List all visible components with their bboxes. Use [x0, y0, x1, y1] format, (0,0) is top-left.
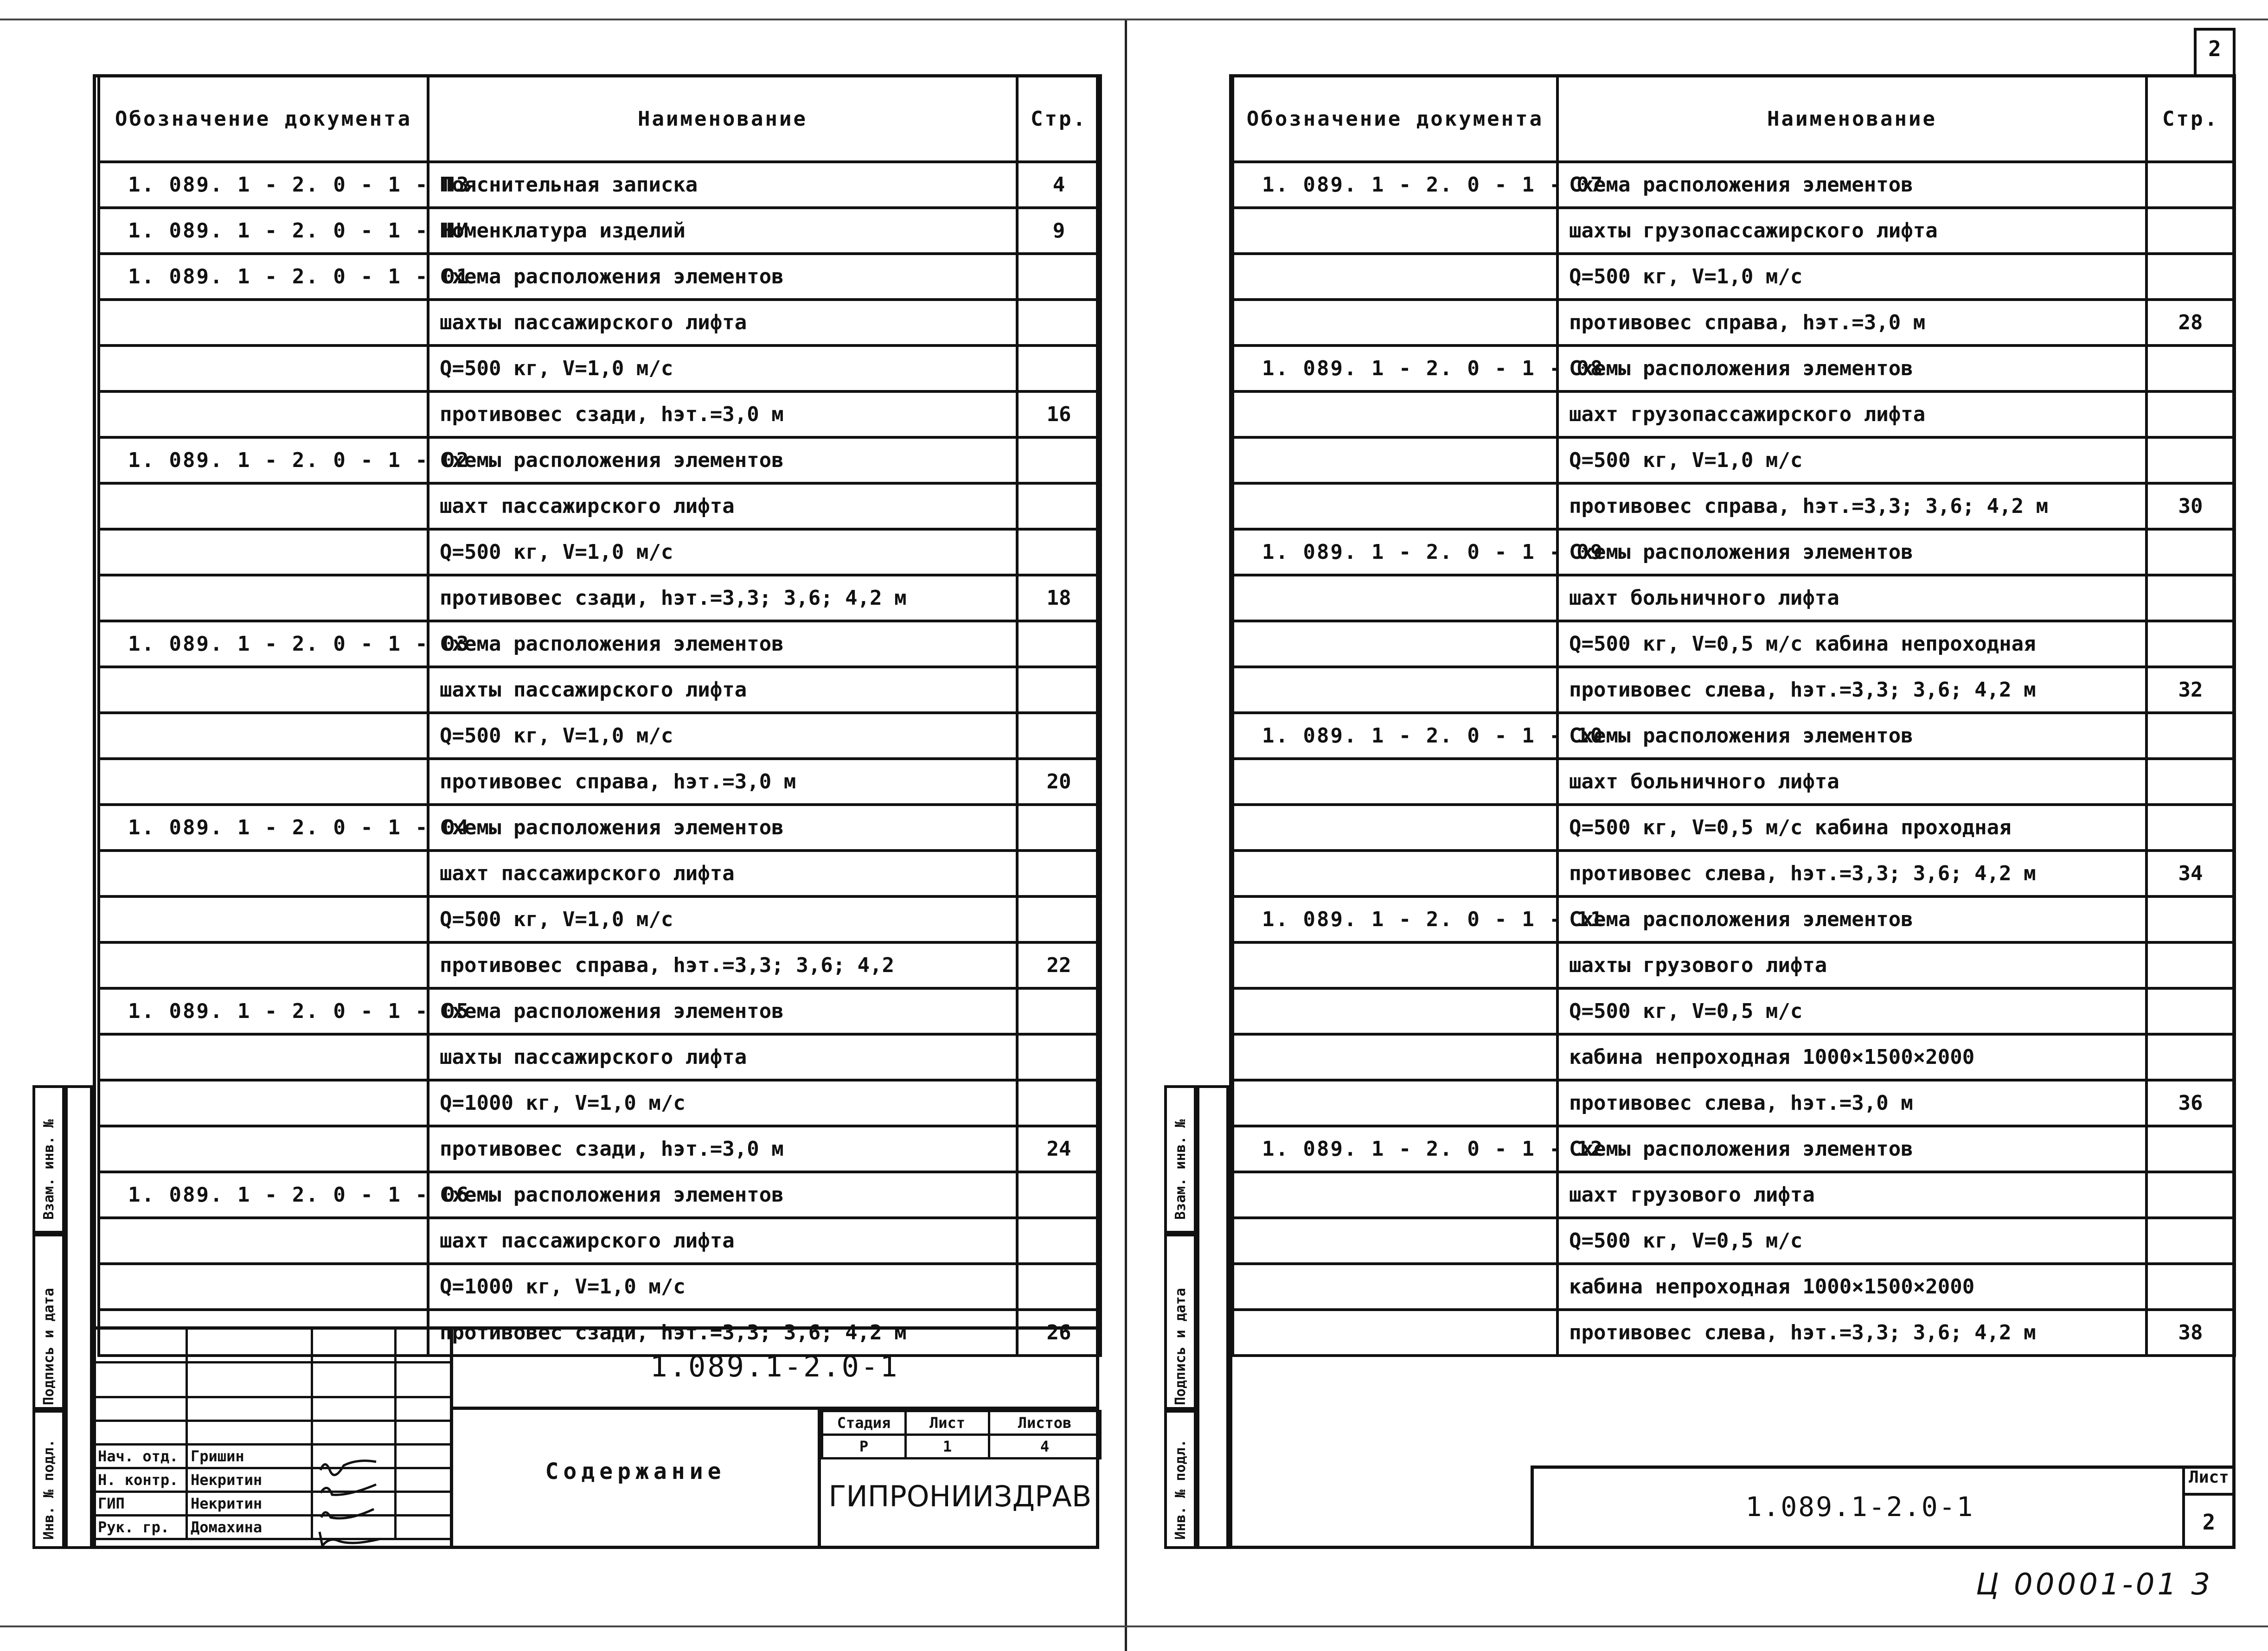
original-inventory-label: Инв. № подл.: [41, 1439, 57, 1540]
document-code-cell: [99, 529, 428, 575]
signature-date-label: Подпись и дата: [1172, 1288, 1189, 1405]
document-code-cell: 1. 089. 1 - 2. 0 - 1 - 12: [1233, 1126, 1557, 1172]
page-number-cell: [1017, 483, 1101, 529]
sheets-value: 4: [989, 1435, 1101, 1459]
document-code-cell: [1233, 1172, 1557, 1218]
document-name-cell: Номенклатура изделий: [428, 208, 1017, 254]
document-code-cell: [1233, 391, 1557, 437]
table-row: [1233, 162, 2235, 208]
left-contents-table: [97, 74, 1102, 1357]
page-number-cell: [1017, 667, 1101, 713]
document-code-cell: 1. 089. 1 - 2. 0 - 1 - НИ: [99, 208, 428, 254]
page-number-cell: [1017, 1034, 1101, 1080]
document-code-cell: [1233, 300, 1557, 346]
page-number-cell: [1017, 346, 1101, 391]
document-name-cell: Схемы расположения элементов: [1557, 713, 2146, 759]
table-row: [1233, 1126, 2235, 1172]
document-name-cell: Схемы расположения элементов: [1557, 1126, 2146, 1172]
page-number-cell: [1017, 437, 1101, 483]
document-code-cell: [99, 759, 428, 805]
table-row: [99, 896, 1101, 942]
right-doc-code: 1.089.1-2.0-1: [1745, 1491, 1974, 1523]
document-name-cell: противовес сзади, hэт.=3,3; 3,6; 4,2 м: [428, 575, 1017, 621]
stage-label: Стадия: [822, 1411, 906, 1435]
page-number-cell: [1017, 1172, 1101, 1218]
table-row: [1233, 437, 2235, 483]
document-code-cell: 1. 089. 1 - 2. 0 - 1 - 02: [99, 437, 428, 483]
document-name-cell: кабина непроходная 1000×1500×2000: [1557, 1034, 2146, 1080]
document-code-cell: 1. 089. 1 - 2. 0 - 1 - 04: [99, 805, 428, 851]
bottom-edge-line: [0, 1625, 2268, 1627]
document-code-cell: [1233, 667, 1557, 713]
document-name-cell: шахты грузопассажирского лифта: [1557, 208, 2146, 254]
stamp-title: Содержание: [545, 1459, 726, 1485]
document-name-cell: противовес слева, hэт.=3,3; 3,6; 4,2 м: [1557, 851, 2146, 896]
page-number-cell: [2146, 254, 2235, 300]
page-number-cell: 30: [2146, 483, 2235, 529]
document-name-cell: Q=500 кг, V=0,5 м/с кабина непроходная: [1557, 621, 2146, 667]
signature-mark: [316, 1504, 390, 1525]
signature-mark: [316, 1456, 390, 1478]
page-number-cell: [1017, 529, 1101, 575]
designation-header: Обозначение документа: [1233, 76, 1557, 162]
document-name-cell: шахты пассажирского лифта: [428, 300, 1017, 346]
stage-sheet-table: [821, 1410, 1102, 1459]
document-name-cell: шахт грузопассажирского лифта: [1557, 391, 2146, 437]
page-number-cell: [1017, 1218, 1101, 1264]
page-number-cell: 36: [2146, 1080, 2235, 1126]
sheet-label: Лист: [2182, 1468, 2236, 1496]
signature-mark: [316, 1480, 390, 1501]
table-row: [99, 483, 1101, 529]
role-label: ГИП: [94, 1492, 187, 1516]
page-number-cell: [2146, 1264, 2235, 1310]
page-number-cell: [2146, 713, 2235, 759]
table-row: [99, 1172, 1101, 1218]
table-row: [99, 1034, 1101, 1080]
page-number-cell: [1017, 621, 1101, 667]
document-name-cell: Схема расположения элементов: [1557, 162, 2146, 208]
table-row: [99, 759, 1101, 805]
signature-date-label: Подпись и дата: [41, 1288, 57, 1405]
table-header-row: [1233, 76, 2235, 162]
person-name: Некритин: [187, 1492, 312, 1516]
table-row: [99, 391, 1101, 437]
page-number-cell: [2146, 391, 2235, 437]
page-number-cell: [2146, 1218, 2235, 1264]
table-row: [99, 667, 1101, 713]
signature-row: [94, 1492, 451, 1516]
table-row: [99, 300, 1101, 346]
document-name-cell: шахты пассажирского лифта: [428, 667, 1017, 713]
page-number-cell: [1017, 988, 1101, 1034]
page-number-cell: 28: [2146, 300, 2235, 346]
document-code-cell: [99, 1264, 428, 1310]
table-row: [1233, 1034, 2235, 1080]
signature-row: [94, 1468, 451, 1492]
document-name-cell: Пояснительная записка: [428, 162, 1017, 208]
table-row: [1233, 667, 2235, 713]
document-name-cell: противовес справа, hэт.=3,3; 3,6; 4,2 м: [1557, 483, 2146, 529]
table-row: [1233, 346, 2235, 391]
document-name-cell: шахт пассажирского лифта: [428, 483, 1017, 529]
page-number-cell: 34: [2146, 851, 2235, 896]
table-row: [1233, 805, 2235, 851]
page-header: Стр.: [2146, 76, 2235, 162]
document-name-cell: шахты грузового лифта: [1557, 942, 2146, 988]
table-header-row: [99, 76, 1101, 162]
person-name: Домахина: [187, 1516, 312, 1539]
table-row: [99, 805, 1101, 851]
document-code-cell: [99, 713, 428, 759]
page-number-cell: [1017, 1264, 1101, 1310]
person-name: Гришин: [187, 1445, 312, 1468]
document-code-cell: [1233, 942, 1557, 988]
sheets-label: Листов: [989, 1411, 1101, 1435]
document-code-cell: [99, 1218, 428, 1264]
page-number-cell: [2146, 759, 2235, 805]
document-name-cell: противовес слева, hэт.=3,3; 3,6; 4,2 м: [1557, 1310, 2146, 1356]
page-number-cell: [2146, 1172, 2235, 1218]
page-number-cell: [1017, 300, 1101, 346]
page-number-cell: 22: [1017, 942, 1101, 988]
right-sidebar-column: [1197, 1085, 1229, 1549]
document-name-cell: Схема расположения элементов: [1557, 896, 2146, 942]
table-row: [99, 575, 1101, 621]
document-code-cell: [99, 1080, 428, 1126]
page-number-cell: [1017, 713, 1101, 759]
page-number-cell: 9: [1017, 208, 1101, 254]
page-number-cell: [2146, 437, 2235, 483]
document-name-cell: Q=500 кг, V=1,0 м/с: [1557, 254, 2146, 300]
document-name-cell: противовес справа, hэт.=3,3; 3,6; 4,2: [428, 942, 1017, 988]
corner-page-number: 2: [2208, 36, 2221, 61]
document-code-cell: [1233, 437, 1557, 483]
page-number-cell: [1017, 851, 1101, 896]
document-code-cell: [1233, 1264, 1557, 1310]
document-code-cell: [99, 346, 428, 391]
name-header: Наименование: [428, 76, 1017, 162]
table-row: [1233, 942, 2235, 988]
document-name-cell: противовес сзади, hэт.=3,0 м: [428, 391, 1017, 437]
table-row: [1233, 713, 2235, 759]
document-name-cell: Q=1000 кг, V=1,0 м/с: [428, 1264, 1017, 1310]
document-name-cell: противовес слева, hэт.=3,0 м: [1557, 1080, 2146, 1126]
left-signature-grid: [93, 1326, 452, 1540]
document-name-cell: Схемы расположения элементов: [428, 437, 1017, 483]
signature-mark: [316, 1527, 390, 1549]
table-row: [1233, 483, 2235, 529]
document-name-cell: противовес сзади, hэт.=3,3; 3,6; 4,2 м: [428, 1310, 1017, 1356]
stage-value: Р: [822, 1435, 906, 1459]
document-code-cell: [99, 391, 428, 437]
person-name: Некритин: [187, 1468, 312, 1492]
page-number-cell: [2146, 162, 2235, 208]
document-code-cell: 1. 089. 1 - 2. 0 - 1 - 05: [99, 988, 428, 1034]
page-number-cell: [1017, 254, 1101, 300]
document-name-cell: Q=500 кг, V=0,5 м/с кабина проходная: [1557, 805, 2146, 851]
document-name-cell: Схемы расположения элементов: [428, 805, 1017, 851]
page-number-cell: [2146, 346, 2235, 391]
document-code-cell: [1233, 851, 1557, 896]
document-name-cell: шахт больничного лифта: [1557, 575, 2146, 621]
document-name-cell: Схемы расположения элементов: [1557, 529, 2146, 575]
document-name-cell: Q=500 кг, V=1,0 м/с: [428, 896, 1017, 942]
sheet-value: 1: [906, 1435, 989, 1459]
document-name-cell: противовес справа, hэт.=3,0 м: [428, 759, 1017, 805]
document-code-cell: [1233, 1310, 1557, 1356]
page-number-cell: [2146, 942, 2235, 988]
left-doc-code: 1.089.1-2.0-1: [650, 1350, 899, 1383]
table-row: [1233, 391, 2235, 437]
document-name-cell: шахт пассажирского лифта: [428, 851, 1017, 896]
document-code-cell: 1. 089. 1 - 2. 0 - 1 - 08: [1233, 346, 1557, 391]
page-number-cell: 16: [1017, 391, 1101, 437]
document-name-cell: противовес справа, hэт.=3,0 м: [1557, 300, 2146, 346]
role-label: Нач. отд.: [94, 1445, 187, 1468]
document-name-cell: Схема расположения элементов: [428, 621, 1017, 667]
table-row: [1233, 1172, 2235, 1218]
replace-inventory-label: Взам. инв. №: [1172, 1119, 1189, 1220]
designation-header: Обозначение документа: [99, 76, 428, 162]
page-number-cell: [2146, 575, 2235, 621]
table-row: [99, 942, 1101, 988]
table-row: [99, 437, 1101, 483]
table-row: [1233, 1310, 2235, 1356]
page-number-cell: [2146, 896, 2235, 942]
page-number-cell: [2146, 1126, 2235, 1172]
page-number-cell: [2146, 1034, 2235, 1080]
replace-inventory-label: Взам. инв. №: [41, 1119, 57, 1220]
table-row: [99, 529, 1101, 575]
role-label: Рук. гр.: [94, 1516, 187, 1539]
document-name-cell: Q=500 кг, V=0,5 м/с: [1557, 1218, 2146, 1264]
document-code-cell: [99, 851, 428, 896]
document-code-cell: [1233, 575, 1557, 621]
page-number-cell: [1017, 805, 1101, 851]
table-row: [99, 988, 1101, 1034]
table-row: [1233, 208, 2235, 254]
document-code-cell: [1233, 1034, 1557, 1080]
table-row: [99, 208, 1101, 254]
table-row: [1233, 529, 2235, 575]
document-code-cell: 1. 089. 1 - 2. 0 - 1 - 03: [99, 621, 428, 667]
document-name-cell: Q=500 кг, V=1,0 м/с: [1557, 437, 2146, 483]
archive-number: Ц 00001-01 3: [1976, 1568, 2213, 1602]
top-edge-line: [0, 19, 2268, 20]
document-name-cell: шахт грузового лифта: [1557, 1172, 2146, 1218]
document-code-cell: [99, 896, 428, 942]
document-code-cell: 1. 089. 1 - 2. 0 - 1 - 09: [1233, 529, 1557, 575]
document-code-cell: [1233, 483, 1557, 529]
document-code-cell: [1233, 1218, 1557, 1264]
table-row: [1233, 1080, 2235, 1126]
page-number-cell: [1017, 896, 1101, 942]
table-row: [99, 1126, 1101, 1172]
page-number-cell: [2146, 621, 2235, 667]
document-name-cell: шахт пассажирского лифта: [428, 1218, 1017, 1264]
page-number-cell: 18: [1017, 575, 1101, 621]
page-header: Стр.: [1017, 76, 1101, 162]
page-number-cell: [1017, 1080, 1101, 1126]
table-row: [1233, 1218, 2235, 1264]
table-row: [99, 713, 1101, 759]
document-name-cell: шахты пассажирского лифта: [428, 1034, 1017, 1080]
page-number-cell: 20: [1017, 759, 1101, 805]
document-code-cell: [1233, 254, 1557, 300]
original-inventory-label: Инв. № подл.: [1172, 1439, 1189, 1540]
document-code-cell: [1233, 621, 1557, 667]
page-number-cell: 24: [1017, 1126, 1101, 1172]
role-label: Н. контр.: [94, 1468, 187, 1492]
page-number-cell: 26: [1017, 1310, 1101, 1356]
page-number-cell: [2146, 529, 2235, 575]
table-row: [1233, 254, 2235, 300]
organization-name: ГИПРОНИИЗДРАВ: [828, 1479, 1092, 1513]
document-name-cell: Q=500 кг, V=1,0 м/с: [428, 529, 1017, 575]
center-fold-line: [1125, 19, 1127, 1651]
document-name-cell: Схема расположения элементов: [428, 254, 1017, 300]
table-row: [1233, 1264, 2235, 1310]
table-row: [1233, 575, 2235, 621]
signature-row: [94, 1516, 451, 1539]
document-name-cell: Q=500 кг, V=0,5 м/с: [1557, 988, 2146, 1034]
document-code-cell: [99, 575, 428, 621]
document-code-cell: [99, 1126, 428, 1172]
table-row: [1233, 300, 2235, 346]
document-code-cell: [1233, 805, 1557, 851]
right-contents-table: [1231, 74, 2236, 1357]
document-code-cell: [1233, 988, 1557, 1034]
document-code-cell: [99, 1034, 428, 1080]
document-code-cell: 1. 089. 1 - 2. 0 - 1 - 07: [1233, 162, 1557, 208]
document-name-cell: противовес сзади, hэт.=3,0 м: [428, 1126, 1017, 1172]
table-row: [99, 621, 1101, 667]
table-row: [99, 162, 1101, 208]
table-row: [99, 1080, 1101, 1126]
left-sidebar-column: [65, 1085, 93, 1549]
document-code-cell: 1. 089. 1 - 2. 0 - 1 - 11: [1233, 896, 1557, 942]
table-row: [1233, 896, 2235, 942]
signature-row: [94, 1445, 451, 1468]
table-row: [99, 1218, 1101, 1264]
table-row: [99, 346, 1101, 391]
document-code-cell: [99, 300, 428, 346]
table-row: [1233, 851, 2235, 896]
document-code-cell: 1. 089. 1 - 2. 0 - 1 - 01: [99, 254, 428, 300]
sheet-label: Лист: [906, 1411, 989, 1435]
page-number-cell: 38: [2146, 1310, 2235, 1356]
document-name-cell: Схема расположения элементов: [428, 988, 1017, 1034]
document-name-cell: Схемы расположения элементов: [1557, 346, 2146, 391]
document-code-cell: [99, 667, 428, 713]
table-row: [1233, 988, 2235, 1034]
document-name-cell: Q=500 кг, V=1,0 м/с: [428, 713, 1017, 759]
page-number-cell: 32: [2146, 667, 2235, 713]
document-code-cell: [99, 483, 428, 529]
page-number-cell: [2146, 988, 2235, 1034]
name-header: Наименование: [1557, 76, 2146, 162]
table-row: [99, 1264, 1101, 1310]
document-name-cell: Схемы расположения элементов: [428, 1172, 1017, 1218]
page-number-cell: [2146, 805, 2235, 851]
document-code-cell: [99, 942, 428, 988]
table-row: [99, 851, 1101, 896]
document-code-cell: [1233, 208, 1557, 254]
document-code-cell: 1. 089. 1 - 2. 0 - 1 - ПЗ: [99, 162, 428, 208]
document-code-cell: 1. 089. 1 - 2. 0 - 1 - 10: [1233, 713, 1557, 759]
sheet-value: 2: [2202, 1510, 2216, 1535]
page-number-cell: 4: [1017, 162, 1101, 208]
document-code-cell: 1. 089. 1 - 2. 0 - 1 - 06: [99, 1172, 428, 1218]
document-name-cell: шахт больничного лифта: [1557, 759, 2146, 805]
document-name-cell: кабина непроходная 1000×1500×2000: [1557, 1264, 2146, 1310]
page-number-cell: [2146, 208, 2235, 254]
document-code-cell: [1233, 1080, 1557, 1126]
table-row: [99, 254, 1101, 300]
document-name-cell: Q=500 кг, V=1,0 м/с: [428, 346, 1017, 391]
document-code-cell: [1233, 759, 1557, 805]
table-row: [1233, 621, 2235, 667]
table-row: [1233, 759, 2235, 805]
document-name-cell: Q=1000 кг, V=1,0 м/с: [428, 1080, 1017, 1126]
document-name-cell: противовес слева, hэт.=3,3; 3,6; 4,2 м: [1557, 667, 2146, 713]
